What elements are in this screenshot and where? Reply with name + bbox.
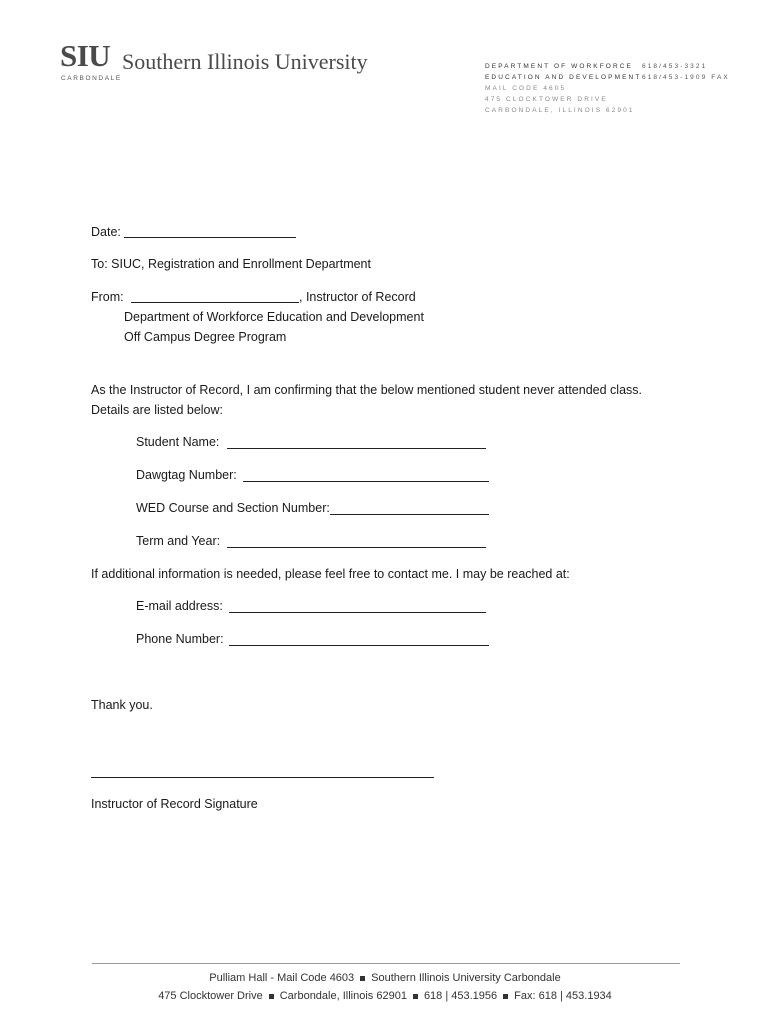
to-line: To: SIUC, Registration and Enrollment Department [91, 257, 371, 271]
dept-line-1: DEPARTMENT OF WORKFORCE [485, 63, 633, 70]
footer-line-2 [0, 991, 770, 1002]
footer-line-1 [0, 973, 770, 984]
dept-phone: 618/453-3321 [642, 63, 708, 70]
date-field-line[interactable] [124, 237, 296, 238]
bullet-icon [360, 976, 365, 981]
footer-fax: Fax: 618 | 453.1934 [514, 990, 612, 1002]
term-year-field-line[interactable] [227, 547, 486, 548]
from-program: Off Campus Degree Program [124, 330, 287, 344]
footer-mail-code: Pulliam Hall - Mail Code 4603 [209, 972, 355, 984]
from-role: , Instructor of Record [299, 290, 416, 304]
from-label: From: [91, 290, 124, 304]
student-name-field-line[interactable] [227, 448, 486, 449]
from-field-line[interactable] [131, 302, 299, 303]
campus-name: CARBONDALE [61, 75, 122, 82]
dept-line-2: EDUCATION AND DEVELOPMENT [485, 74, 642, 81]
footer-street: 475 Clocktower Drive [158, 990, 263, 1002]
term-year-label: Term and Year: [136, 534, 221, 548]
statement-line-2: Details are listed below: [91, 403, 224, 417]
student-name-label: Student Name: [136, 435, 220, 449]
siu-logo-mark: SIU [60, 38, 111, 73]
course-section-field-line[interactable] [330, 514, 489, 515]
footer-city: Carbondale, Illinois 62901 [279, 990, 407, 1002]
signature-field-line[interactable] [91, 777, 434, 778]
footer-phone: 618 | 453.1956 [423, 990, 498, 1002]
phone-field-line[interactable] [229, 645, 489, 646]
date-label: Date: [91, 225, 121, 239]
university-name: Southern Illinois University [122, 49, 368, 74]
dawgtag-field-line[interactable] [243, 481, 489, 482]
from-department: Department of Workforce Education and Development [124, 310, 424, 324]
dawgtag-label: Dawgtag Number: [136, 468, 237, 482]
phone-label: Phone Number: [136, 632, 224, 646]
email-field-line[interactable] [229, 612, 486, 613]
course-section-label: WED Course and Section Number: [136, 501, 330, 515]
email-label: E-mail address: [136, 599, 223, 613]
dept-city: CARBONDALE, ILLINOIS 62901 [485, 107, 635, 114]
bullet-icon [503, 994, 508, 999]
statement-line-1: As the Instructor of Record, I am confirming that the below mentioned student never attended class. [91, 383, 642, 397]
dept-fax: 618/453-1909 FAX [642, 74, 730, 81]
bullet-icon [413, 994, 418, 999]
contact-line: If additional information is needed, please feel free to contact me. I may be reached at: [91, 567, 570, 581]
signature-label: Instructor of Record Signature [91, 797, 258, 811]
dept-street: 475 CLOCKTOWER DRIVE [485, 96, 608, 103]
bullet-icon [269, 994, 274, 999]
footer-divider [92, 963, 680, 964]
footer-university: Southern Illinois University Carbondale [371, 972, 561, 984]
dept-mail-code: MAIL CODE 4605 [485, 85, 567, 92]
thank-you: Thank you. [91, 698, 153, 712]
